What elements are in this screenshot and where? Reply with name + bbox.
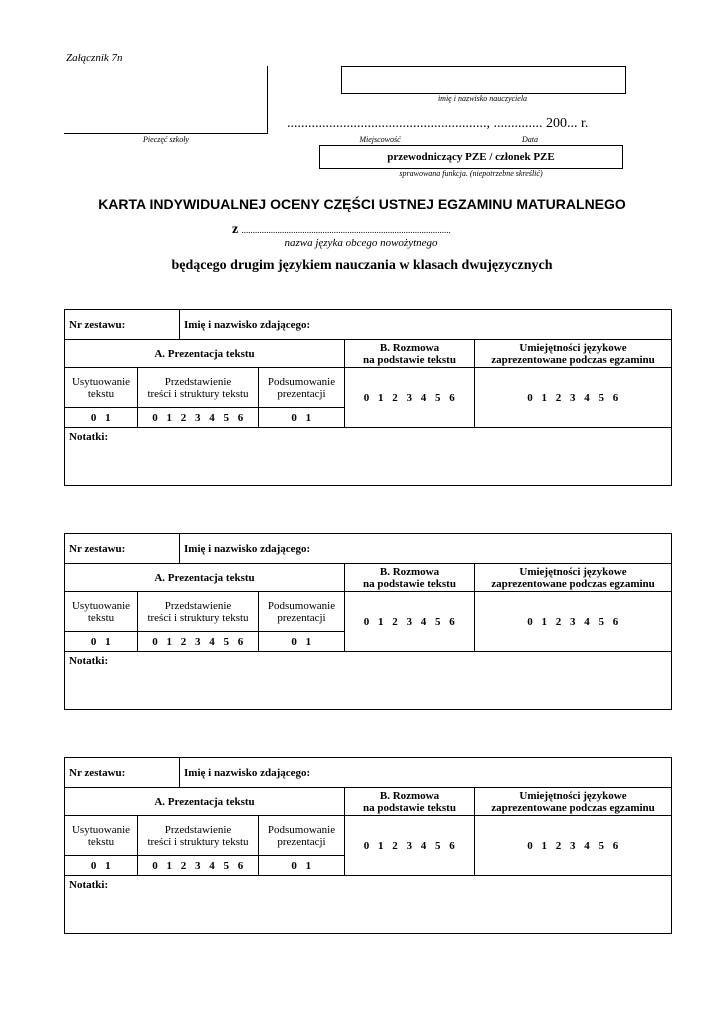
score-scale-a3[interactable]: 0 1 xyxy=(259,632,345,652)
language-dots: ............................................................................................. xyxy=(241,225,451,235)
page-title: KARTA INDYWIDUALNEJ OCENY CZĘŚCI USTNEJ EGZAMINU MATURALNEGO xyxy=(98,196,626,212)
candidate-name-field[interactable]: Imię i nazwisko zdającego: xyxy=(180,758,672,788)
candidate-name-field[interactable]: Imię i nazwisko zdającego: xyxy=(180,534,672,564)
criterion-a2-line2: treści i struktury tekstu xyxy=(147,387,249,400)
skills-header xyxy=(475,788,672,816)
section-a-header: A. Prezentacja tekstu xyxy=(65,788,345,816)
criterion-a1-line1: Usytuowanie xyxy=(71,599,131,612)
section-a-header: A. Prezentacja tekstu xyxy=(65,564,345,592)
section-b-header xyxy=(345,788,475,816)
section-b-line1: B. Rozmowa xyxy=(379,789,440,802)
criterion-a2-line1: Przedstawienie xyxy=(164,375,232,388)
criterion-a2-line1: Przedstawienie xyxy=(164,823,232,836)
skills-line1: Umiejętności językowe xyxy=(519,565,627,578)
criterion-a3 xyxy=(259,592,345,632)
criterion-a1-line2: tekstu xyxy=(87,835,115,848)
section-b-line1: B. Rozmowa xyxy=(379,565,440,578)
set-number-field[interactable]: Nr zestawu: xyxy=(65,534,180,564)
criterion-a1 xyxy=(65,368,138,408)
section-b-line2: na podstawie tekstu xyxy=(363,577,456,590)
score-scale-skills[interactable]: 0 1 2 3 4 5 6 xyxy=(475,368,672,428)
skills-header xyxy=(475,340,672,368)
language-field[interactable] xyxy=(232,221,502,238)
teacher-name-caption: imię i nazwisko nauczyciela xyxy=(437,94,528,103)
section-a-header: A. Prezentacja tekstu xyxy=(65,340,345,368)
criterion-a1-line1: Usytuowanie xyxy=(71,823,131,836)
criterion-a2 xyxy=(138,592,259,632)
score-scale-b[interactable]: 0 1 2 3 4 5 6 xyxy=(345,368,475,428)
score-scale-skills[interactable]: 0 1 2 3 4 5 6 xyxy=(475,592,672,652)
criterion-a1-line2: tekstu xyxy=(87,611,115,624)
language-caption: nazwa języka obcego nowożytnego xyxy=(284,237,438,249)
score-scale-a2[interactable]: 0 1 2 3 4 5 6 xyxy=(138,856,259,876)
criterion-a3 xyxy=(259,368,345,408)
criterion-a2 xyxy=(138,368,259,408)
criterion-a1 xyxy=(65,592,138,632)
criterion-a3-line1: Podsumowanie xyxy=(267,599,336,612)
score-scale-a2[interactable]: 0 1 2 3 4 5 6 xyxy=(138,408,259,428)
annex-label: Załącznik 7n xyxy=(66,52,123,64)
criterion-a3-line2: prezentacji xyxy=(277,835,326,848)
criterion-a3 xyxy=(259,816,345,856)
notes-field[interactable]: Notatki: xyxy=(65,876,672,934)
section-b-header xyxy=(345,564,475,592)
criterion-a1 xyxy=(65,816,138,856)
notes-field[interactable]: Notatki: xyxy=(65,652,672,710)
set-number-field[interactable]: Nr zestawu: xyxy=(65,310,180,340)
criterion-a3-line1: Podsumowanie xyxy=(267,823,336,836)
stamp-divider xyxy=(267,66,268,134)
notes-field[interactable]: Notatki: xyxy=(65,428,672,486)
section-b-line2: na podstawie tekstu xyxy=(363,801,456,814)
evaluation-card-3 xyxy=(64,757,672,934)
evaluation-card-1 xyxy=(64,309,672,486)
criterion-a1-line2: tekstu xyxy=(87,387,115,400)
criterion-a2-line1: Przedstawienie xyxy=(164,599,232,612)
criterion-a3-line2: prezentacji xyxy=(277,611,326,624)
role-field[interactable]: przewodniczący PZE / członek PZE xyxy=(319,145,623,169)
criterion-a3-line2: prezentacji xyxy=(277,387,326,400)
place-caption: Miejscowość xyxy=(359,135,401,144)
score-scale-b[interactable]: 0 1 2 3 4 5 6 xyxy=(345,592,475,652)
criterion-a1-line1: Usytuowanie xyxy=(71,375,131,388)
score-scale-a1[interactable]: 0 1 xyxy=(65,632,138,652)
score-scale-a1[interactable]: 0 1 xyxy=(65,856,138,876)
language-prefix: z xyxy=(232,222,239,237)
evaluation-card-2 xyxy=(64,533,672,710)
score-scale-a3[interactable]: 0 1 xyxy=(259,408,345,428)
candidate-name-field[interactable]: Imię i nazwisko zdającego: xyxy=(180,310,672,340)
score-scale-a2[interactable]: 0 1 2 3 4 5 6 xyxy=(138,632,259,652)
set-number-field[interactable]: Nr zestawu: xyxy=(65,758,180,788)
page-subtitle: będącego drugim językiem nauczania w klasach dwujęzycznych xyxy=(171,258,553,273)
role-caption: sprawowana funkcja. (niepotrzebne skreślić) xyxy=(399,169,543,178)
score-scale-skills[interactable]: 0 1 2 3 4 5 6 xyxy=(475,816,672,876)
teacher-name-field[interactable] xyxy=(341,66,626,94)
place-date-field[interactable]: ........................................................., .............. 200... r. xyxy=(287,116,589,131)
date-caption: Data xyxy=(522,135,538,144)
criterion-a2-line2: treści i struktury tekstu xyxy=(147,835,249,848)
section-b-line2: na podstawie tekstu xyxy=(363,353,456,366)
skills-line2: zaprezentowane podczas egzaminu xyxy=(491,353,655,366)
skills-line2: zaprezentowane podczas egzaminu xyxy=(491,801,655,814)
section-b-header xyxy=(345,340,475,368)
skills-line2: zaprezentowane podczas egzaminu xyxy=(491,577,655,590)
stamp-caption: Pieczęć szkoły xyxy=(143,135,189,144)
score-scale-a1[interactable]: 0 1 xyxy=(65,408,138,428)
criterion-a3-line1: Podsumowanie xyxy=(267,375,336,388)
skills-line1: Umiejętności językowe xyxy=(519,341,627,354)
stamp-line xyxy=(64,133,268,134)
criterion-a2 xyxy=(138,816,259,856)
section-b-line1: B. Rozmowa xyxy=(379,341,440,354)
skills-line1: Umiejętności językowe xyxy=(519,789,627,802)
score-scale-b[interactable]: 0 1 2 3 4 5 6 xyxy=(345,816,475,876)
skills-header xyxy=(475,564,672,592)
criterion-a2-line2: treści i struktury tekstu xyxy=(147,611,249,624)
score-scale-a3[interactable]: 0 1 xyxy=(259,856,345,876)
